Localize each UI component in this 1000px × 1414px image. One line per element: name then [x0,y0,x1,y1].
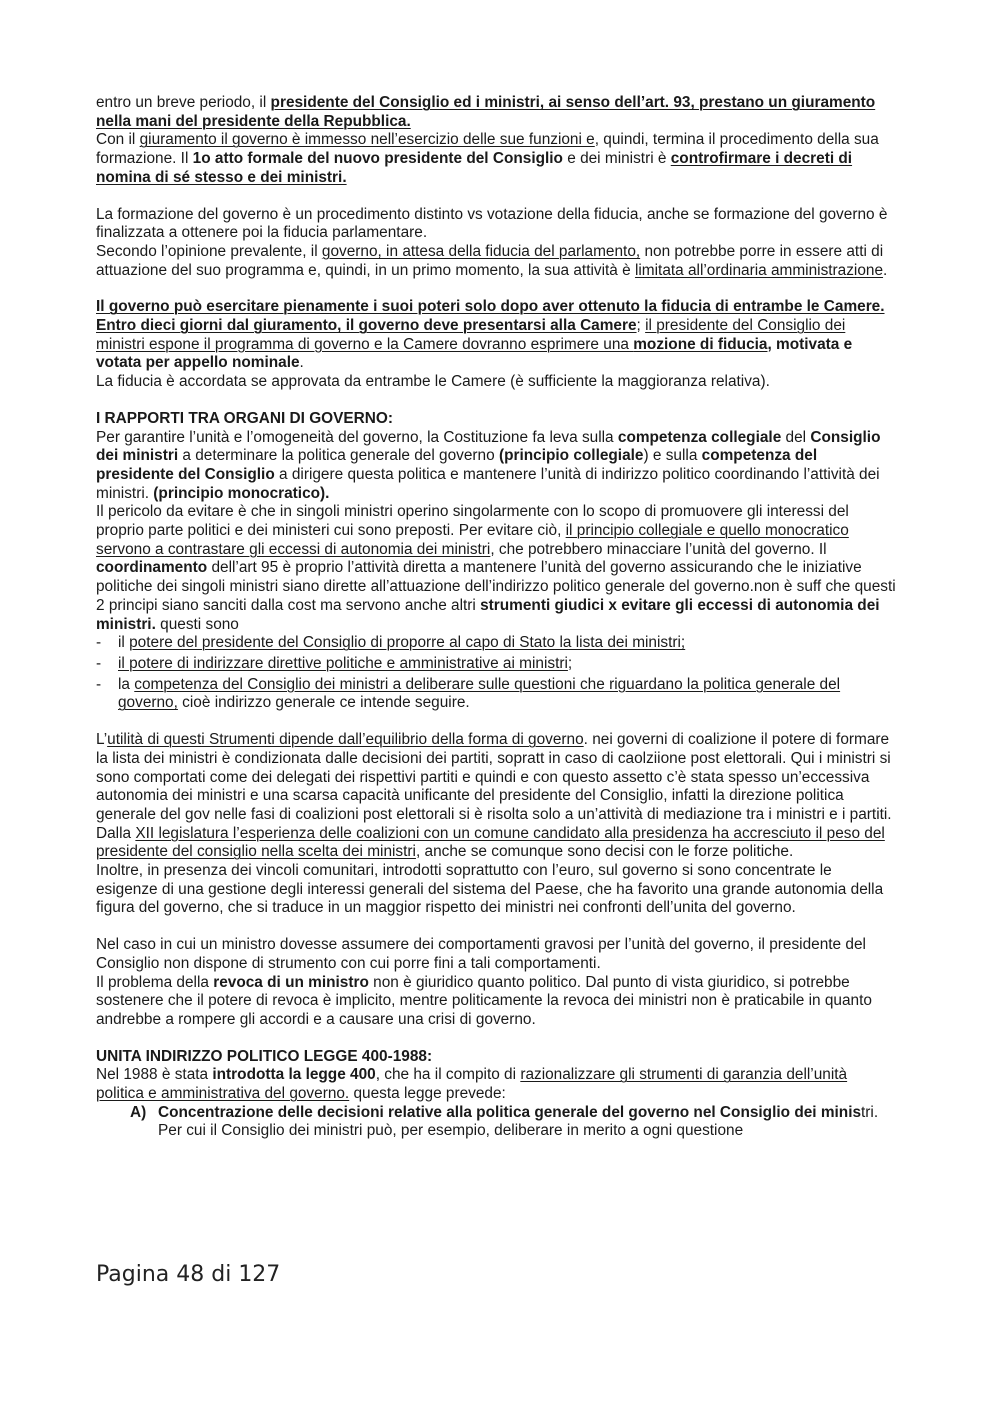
section-heading: UNITA INDIRIZZO POLITICO LEGGE 400-1988: [96,1047,433,1065]
page-number: Pagina 48 di 127 [96,1262,281,1287]
paragraph: Nel caso in cui un ministro dovesse assumere dei comportamenti gravosi per l’unità del governo, il presidente del Consiglio non dispone di strumento con cui porre fini a tali comportamenti. [96,936,866,972]
paragraph: Secondo l’opinione prevalente, il governo, in attesa della fiducia del parlamento, non potrebbe porre in essere atti di attuazione del suo programma e, quindi, in un primo momento, la sua attività è limitata all’ordinaria amministrazione. [96,242,888,279]
list-item: - la competenza del Consiglio dei ministri a deliberare sulle questioni che riguardano la politica generale del governo, cioè indirizzo generale ce intende seguire. [96,675,841,712]
paragraph: La fiducia è accordata se approvata da entrambe le Camere (è sufficiente la maggioranza relativa). [96,373,770,391]
paragraph: L’utilità di questi Strumenti dipende dall’equilibrio della forma di governo. nei governi di coalizione il potere di formare la lista dei ministri è condizionata dalle decisioni dei partiti, sopratt in caso di caolziione post elettorali. Qui i ministri si sono comportati come dei delegati dei rispettivi partiti e quindi e con questo assetto c’è stata spesso un’eccessiva autonomia dei ministri e una scarsa capacità unificante del presidente del Consiglio, infatti la direzione politica generale del gov nelle fasi di coalizioni post elettorali si è risolta solo a un’attività di mediazione tra i ministri e i partiti. [96,731,892,823]
list-item: - il potere di indirizzare direttive politiche e amministrative ai ministri; [96,654,573,672]
paragraph: Nel 1988 è stata introdotta la legge 400, che ha il compito di razionalizzare gli strumenti di garanzia dell’unità politica e amministrativa del governo. questa legge prevede: [96,1066,848,1103]
list-item: A) Concentrazione delle decisioni relative alla politica generale del governo nel Consiglio dei ministri. Per cui il Consiglio dei ministri può, per esempio, deliberare in merito a ogni questione [130,1103,879,1140]
section-heading: I RAPPORTI TRA ORGANI DI GOVERNO: [96,409,393,427]
paragraph: La formazione del governo è un procedimento distinto vs votazione della fiducia, anche se formazione del governo è finalizzata a ottenere poi la fiducia parlamentare. [96,205,888,242]
paragraph: Inoltre, in presenza dei vincoli comunitari, introdotti soprattutto con l’euro, sul governo si sono concentrate le esigenze di una gestione degli interessi generali del sistema del Paese, che ha favorito una grande autonomia della figura del governo, che si traduce in un maggior rispetto dei ministri nei confronti dell’unita del governo. [96,862,884,917]
paragraph: Con il giuramento il governo è immesso nell’esercizio delle sue funzioni e, quindi, termina il procedimento della sua formazione. Il 1o atto formale del nuovo presidente del Consiglio e dei ministri è controfirmare i decreti di nomina di sé stesso e dei ministri. [96,131,879,186]
paragraph: Dalla XII legislatura l’esperienza delle coalizioni con un comune candidato alla presidenza ha accresciuto il peso del presidente del consiglio nella scelta dei ministri, anche se comunque sono decisi con le forze politiche. [96,824,885,861]
paragraph: Per garantire l’unità e l’omogeneità del governo, la Costituzione fa leva sulla competenza collegiale del Consiglio dei ministri a determinare la politica generale del governo (principio collegiale) e sulla competenza del presidente del Consiglio a dirigere questa politica e mantenere l’unità di indirizzo politico coordinando l’attività dei ministri. (principio monocratico). [96,428,881,502]
paragraph: entro un breve periodo, il presidente del Consiglio ed i ministri, ai senso dell’art. 93, prestano un giuramento nella mani del presidente della Repubblica. [96,94,876,130]
paragraph: Il problema della revoca di un ministro non è giuridico quanto politico. Dal punto di vista giuridico, si potrebbe sostenere che il potere di revoca è implicito, mentre politicamente la revoca dei ministri non è praticabile in quanto andrebbe a rompere gli accordi e a causare una crisi di governo. [96,973,872,1028]
paragraph: Il governo può esercitare pienamente i suoi poteri solo dopo aver ottenuto la fiducia di entrambe le Camere. Entro dieci giorni dal giuramento, il governo deve presentarsi alla Camere; il presidente del Consiglio dei ministri espone il programma di governo e la Camere dovranno esprimere una mozione di fiducia, motivata e votata per appello nominale. [96,298,885,372]
list-item: - il potere del presidente del Consiglio di proporre al capo di Stato la lista dei ministri; [96,634,686,652]
document-body [96,94,896,1141]
paragraph: Il pericolo da evitare è che in singoli ministri operino singolarmente con lo scopo di promuovere gli interessi del proprio parte politici e dei ministeri cui sono preposti. Per evitare ciò, il principio collegiale e quello monocratico servono a contrastare gli eccessi di autonomia dei ministri, che potrebbero minacciare l’unità del governo. Il coordinamento dell’art 95 è proprio l’attività diretta a mantenere l’unità del governo assicurando che le iniziative politiche dei singoli ministri siano dirette all’attuazione dell’indirizzo politico generale del governo.non è suff che questi 2 principi siano sanciti dalla cost ma servono anche altri strumenti giudici x evitare gli eccessi di autonomia dei ministri. questi sono [96,503,896,633]
